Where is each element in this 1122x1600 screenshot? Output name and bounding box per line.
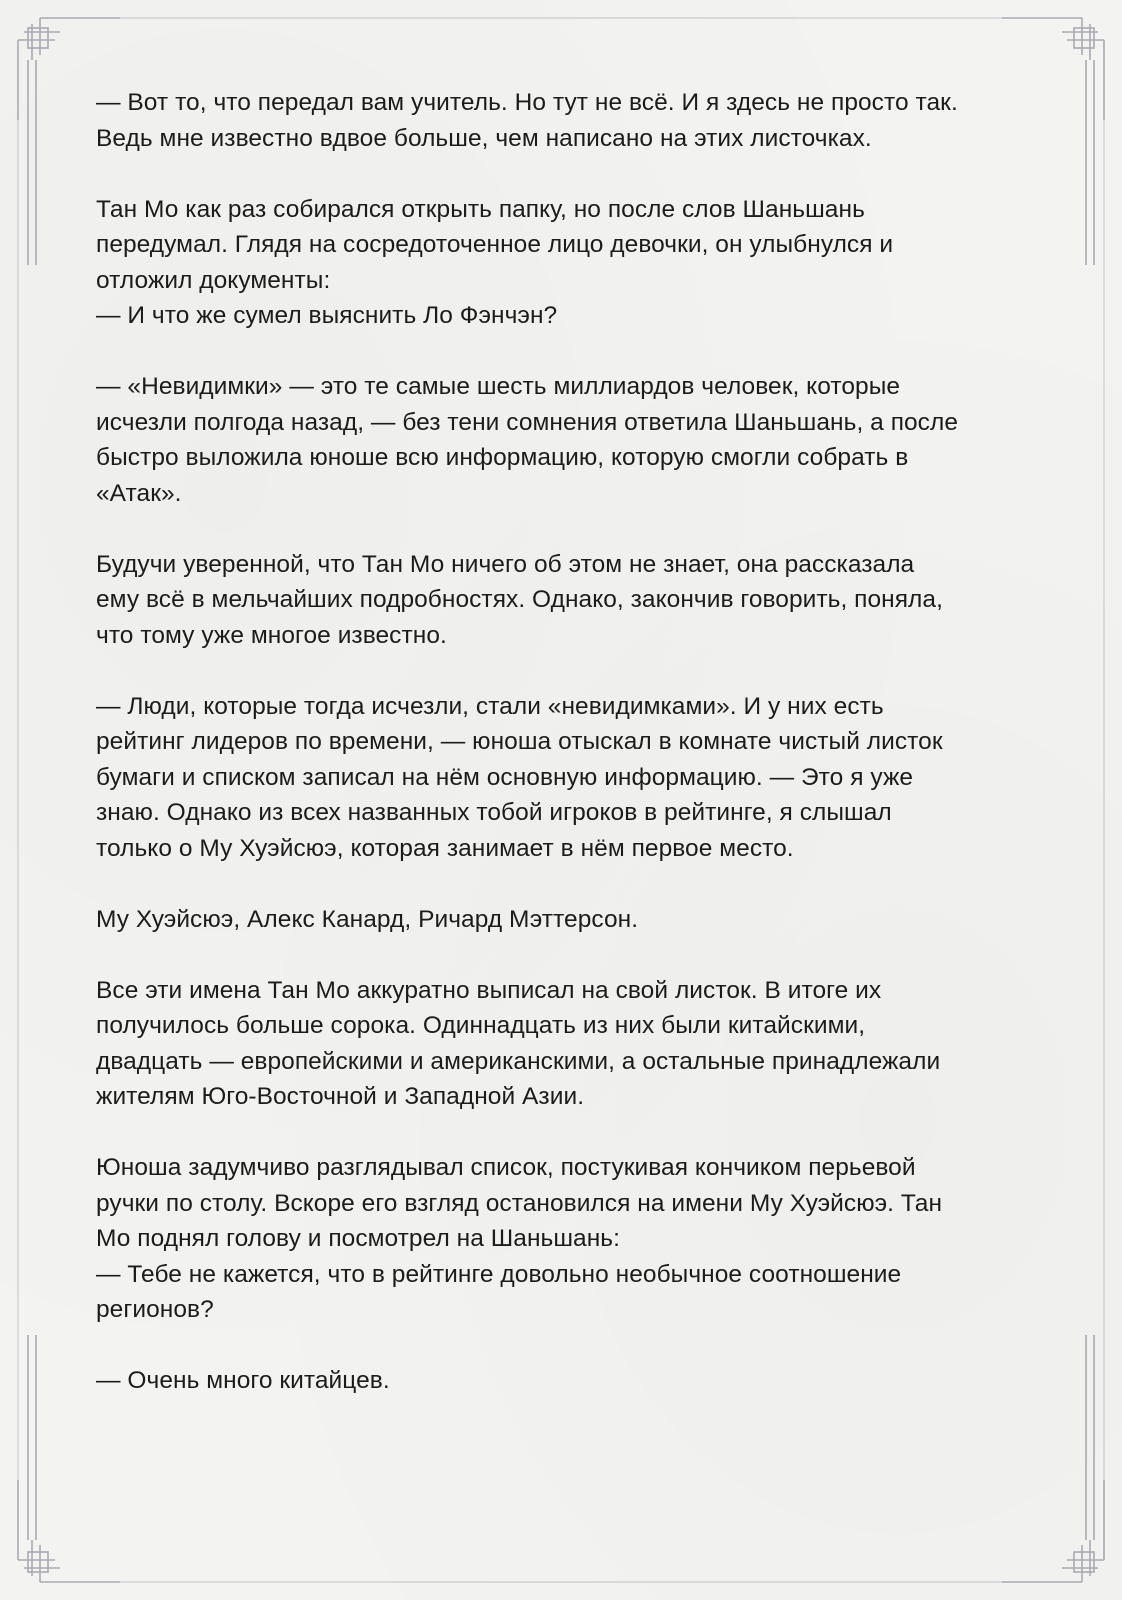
text-line: исчезли полгода назад, — без тени сомнения ответила Шаньшань, а после <box>96 408 959 436</box>
paragraph <box>96 192 1046 334</box>
text-line: быстро выложила юноше всю информацию, которую смогли собрать в <box>96 444 909 471</box>
side-rail-right <box>1086 60 1094 1540</box>
text-line: рейтинг лидеров по времени, — юноша отыскал в комнате чистый листок <box>96 728 943 755</box>
corner-ornament-bottom-left <box>18 1480 120 1582</box>
text-line: — Тебе не кажется, что в рейтинге довольно необычное соотношение <box>96 1260 902 1288</box>
text-line: знаю. Однако из всех названных тобой игроков в рейтинге, я слышал <box>96 799 892 826</box>
text-line: Тан Мо как раз собирался открыть папку, но после слов Шаньшань <box>96 195 865 223</box>
text-line: ему всё в мельчайших подробностях. Однако, закончив говорить, поняла, <box>96 586 943 613</box>
text-line: что тому уже многое известно. <box>96 621 447 649</box>
paragraph <box>96 689 1046 867</box>
text-line: Все эти имена Тан Мо аккуратно выписал на свой листок. В итоге их <box>96 976 882 1004</box>
text-line: жителям Юго-Восточной и Западной Азии. <box>96 1083 585 1110</box>
text-line: двадцать — европейскими и американскими, а остальные принадлежали <box>96 1047 941 1075</box>
text-line: — Вот то, что передал вам учитель. Но тут не всё. И я здесь не просто так. <box>96 89 958 116</box>
text-line: Ведь мне известно вдвое больше, чем написано на этих листочках. <box>96 124 872 152</box>
text-line: — «Невидимки» — это те самые шесть миллиардов человек, которые <box>96 373 901 400</box>
text-line: передумал. Глядя на сосредоточенное лицо девочки, он улыбнулся и <box>96 231 894 258</box>
paragraph <box>96 973 1046 1115</box>
paragraph <box>96 1363 1046 1399</box>
text-line: Мо поднял голову и посмотрел на Шаньшань: <box>96 1225 620 1252</box>
document-body <box>96 85 1046 1434</box>
text-line: «Атак». <box>96 479 182 507</box>
text-line: ручки по столу. Вскоре его взгляд остановился на имени Му Хуэйсюэ. Тан <box>96 1189 943 1217</box>
paragraph <box>96 547 1046 654</box>
text-line: только о Му Хуэйсюэ, которая занимает в нём первое место. <box>96 834 794 862</box>
text-line: Будучи уверенной, что Тан Мо ничего об этом не знает, она рассказала <box>96 550 915 578</box>
text-line: отложил документы: <box>96 266 331 294</box>
side-rail-left <box>28 60 36 1540</box>
paragraph <box>96 85 1046 156</box>
text-line: — И что же сумел выяснить Ло Фэнчэн? <box>96 302 558 329</box>
text-line: Юноша задумчиво разглядывал список, постукивая кончиком перьевой <box>96 1154 916 1181</box>
corner-ornament-bottom-right <box>1002 1480 1104 1582</box>
text-line: — Люди, которые тогда исчезли, стали «невидимками». И у них есть <box>96 692 884 720</box>
paragraph <box>96 369 1046 511</box>
text-line: — Очень много китайцев. <box>96 1367 390 1394</box>
text-line: регионов? <box>96 1296 214 1323</box>
paragraph <box>96 1150 1046 1328</box>
paragraph <box>96 902 1046 938</box>
text-line: бумаги и списком записал на нём основную информацию. — Это я уже <box>96 763 914 791</box>
text-line: получилось больше сорока. Одиннадцать из них были китайскими, <box>96 1012 866 1039</box>
text-line: Му Хуэйсюэ, Алекс Канард, Ричард Мэттерсон. <box>96 905 639 933</box>
